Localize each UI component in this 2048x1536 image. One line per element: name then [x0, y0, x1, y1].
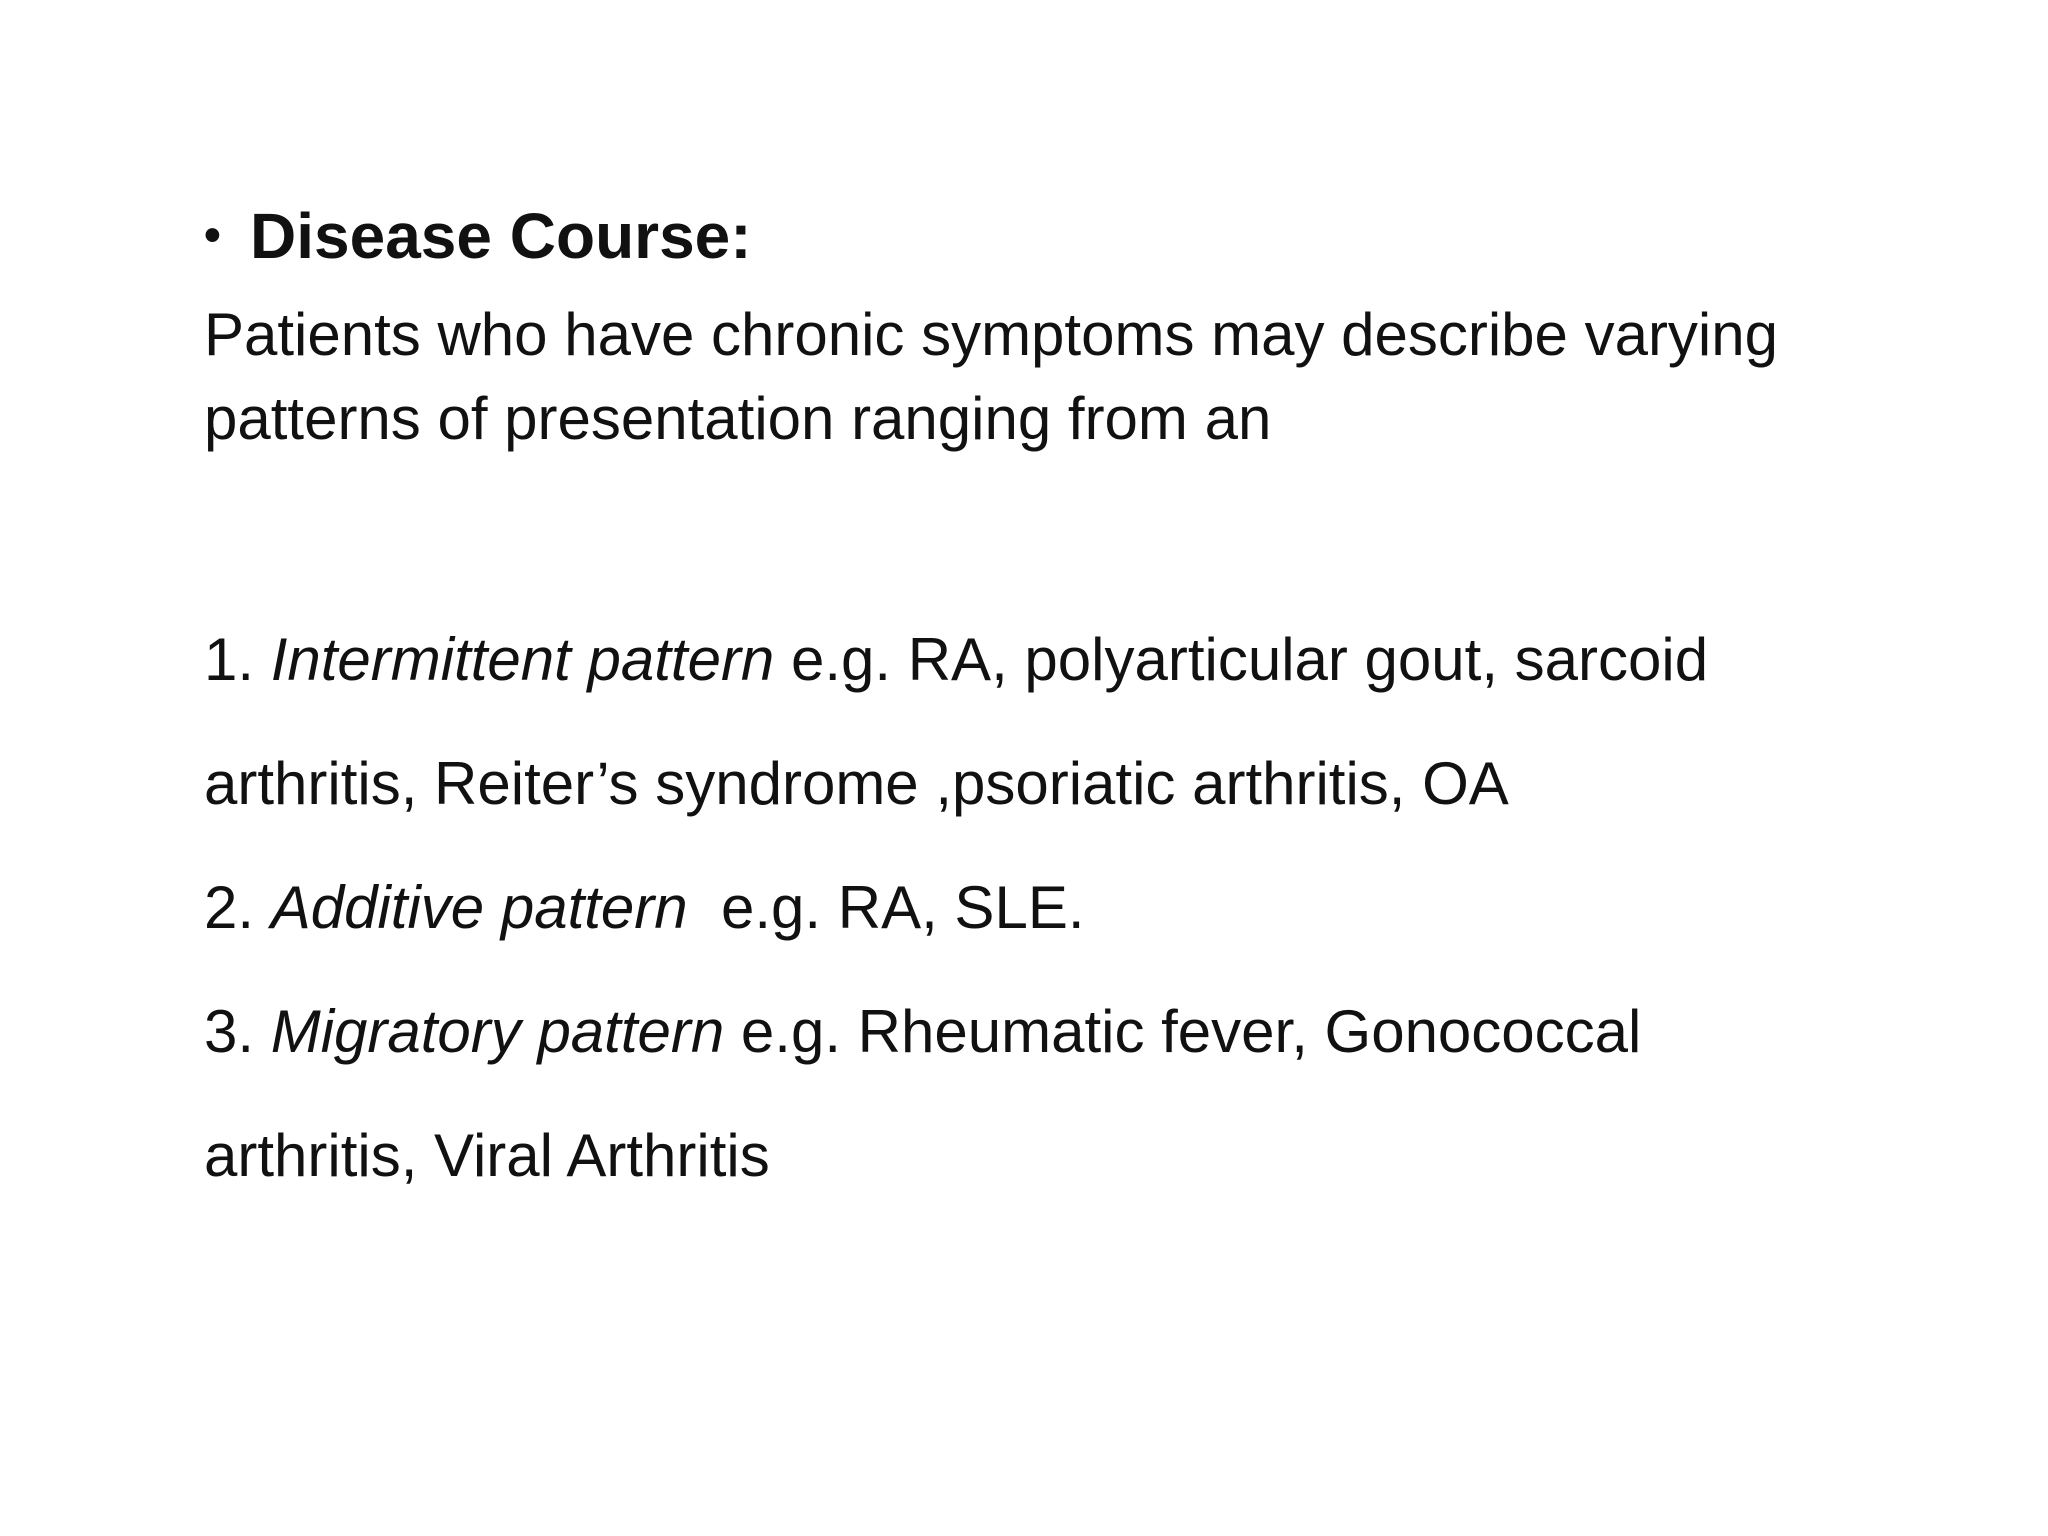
- item-number: 3.: [204, 998, 255, 1065]
- heading-text: Disease Course:: [250, 200, 752, 272]
- list-item-intermittent: [204, 625, 1708, 694]
- pattern-detail: e.g. RA, SLE.: [687, 874, 1085, 941]
- item-number: 1.: [204, 626, 255, 693]
- intro-paragraph: [204, 293, 1964, 461]
- pattern-term: Migratory pattern: [270, 998, 725, 1065]
- list-item-continuation: arthritis, Viral Arthritis: [204, 1122, 770, 1189]
- bullet-icon: •: [204, 209, 221, 263]
- list-item-continuation: arthritis, Reiter’s syndrome ,psoriatic arthritis, OA: [204, 750, 1509, 817]
- intro-line: Patients who have chronic symptoms may describe varying: [204, 301, 1779, 368]
- item-number: 2.: [204, 874, 255, 941]
- pattern-detail: e.g. RA, polyarticular gout, sarcoid: [774, 626, 1709, 693]
- intro-line: patterns of presentation ranging from an: [204, 385, 1272, 452]
- list-item-migratory: [204, 997, 1641, 1066]
- pattern-term: Intermittent pattern: [270, 626, 775, 693]
- pattern-detail: e.g. Rheumatic fever, Gonococcal: [724, 998, 1642, 1065]
- section-heading: [204, 198, 752, 275]
- pattern-term: Additive pattern: [270, 874, 688, 941]
- list-item-additive: [204, 873, 1085, 942]
